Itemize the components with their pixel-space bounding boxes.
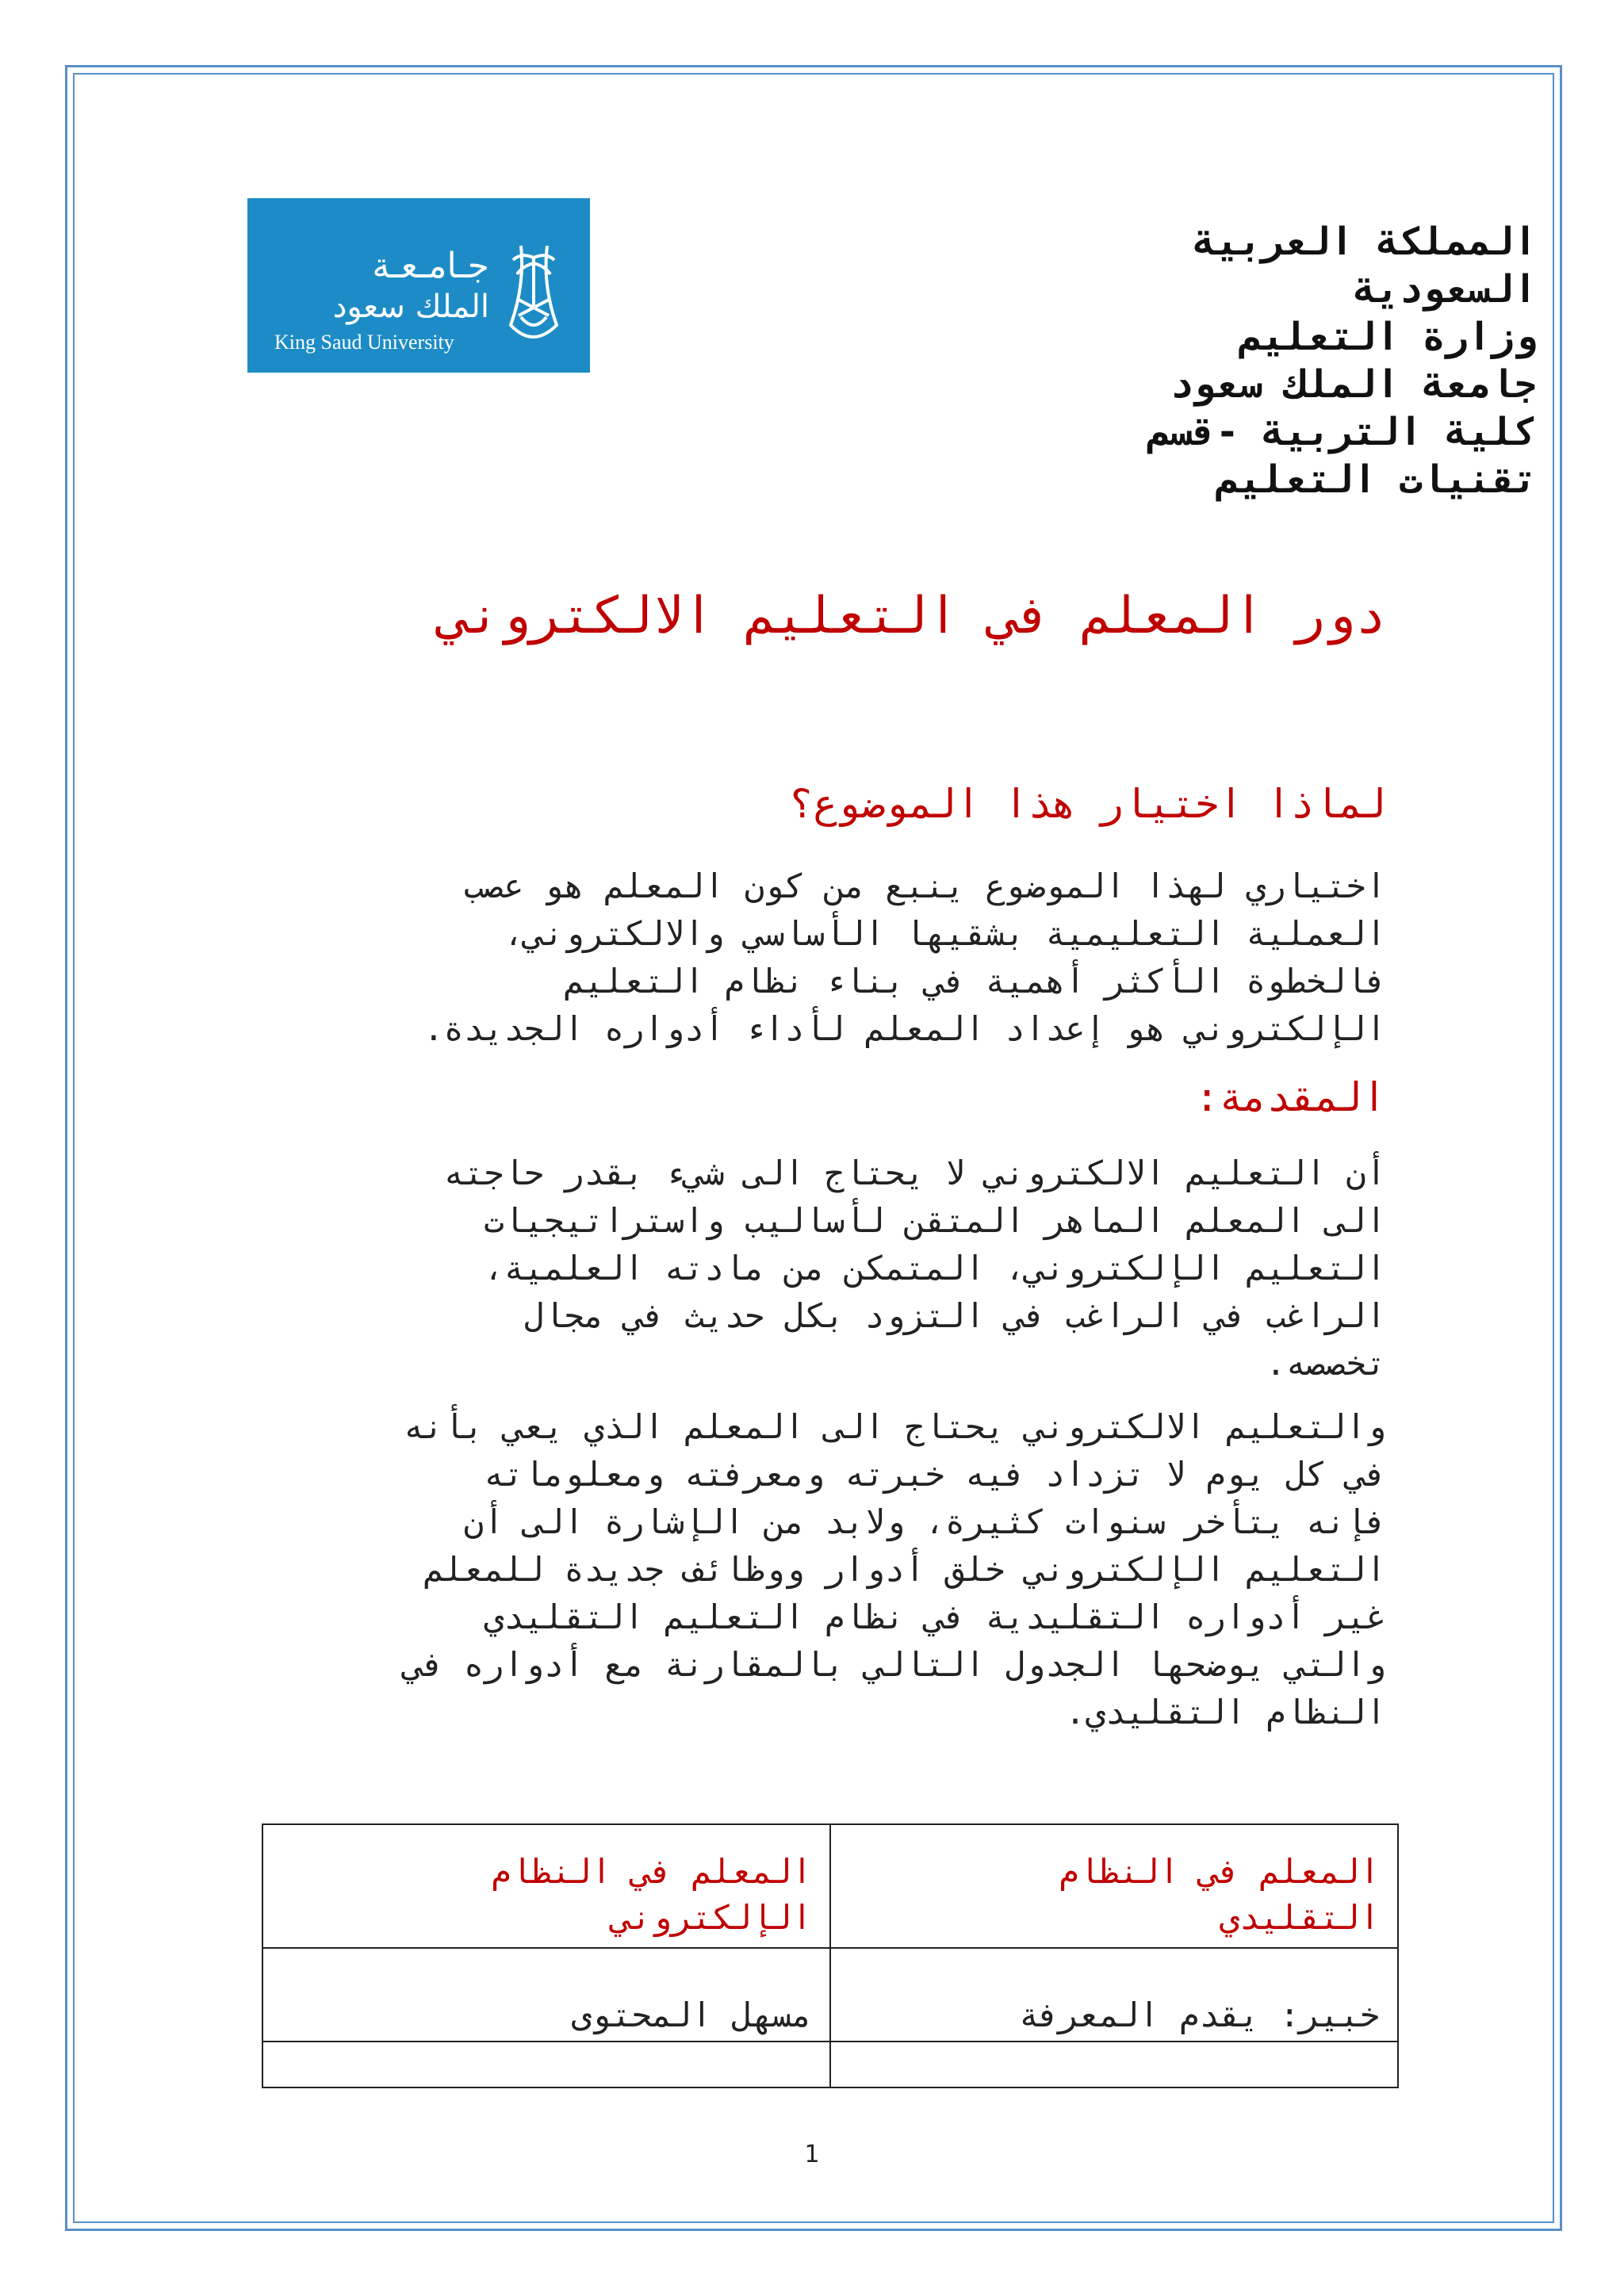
- paragraph-line: أن التعليم الالكتروني لا يحتاج الى شيء بقدر حاجته: [443, 1154, 1386, 1192]
- paragraph-line: فالخطوة الأكثر أهمية في بناء نظام التعليم: [564, 962, 1386, 1001]
- institution-header: [1124, 218, 1537, 503]
- header-cell-line: الإلكتروني: [611, 1898, 812, 1937]
- header-line: السعودية: [1353, 267, 1537, 312]
- logo-english: King Saud University: [274, 331, 454, 354]
- paragraph-line: فإنه يتأخر سنوات كثيرة، ولابد من الإشارة الى أن: [463, 1502, 1386, 1541]
- logo-arabic-line2: الملك سعود: [332, 289, 489, 325]
- table-cell-empty: [830, 2042, 1398, 2087]
- paragraph-line: الإلكتروني هو إعداد المعلم لأداء أدواره الجديدة.: [423, 1009, 1386, 1048]
- paragraph-intro-1: [254, 1150, 1386, 1387]
- header-line: تقنيات التعليم: [1216, 457, 1537, 502]
- table-row: [262, 1948, 1398, 2042]
- paragraph-why: [254, 863, 1386, 1053]
- paragraph-line: الى المعلم الماهر المتقن لأساليب واستراتيجيات: [484, 1201, 1386, 1240]
- header-line: كلية التربية -قسم: [1147, 410, 1537, 454]
- table-header-row: [262, 1824, 1398, 1948]
- header-cell-line: المعلم في النظام: [1059, 1852, 1380, 1891]
- paragraph-line: تخصصه.: [1266, 1344, 1386, 1383]
- paragraph-line: العملية التعليمية بشقيها الأساسي والالكتروني،: [504, 914, 1386, 953]
- section-heading-intro: المقدمة:: [1195, 1074, 1386, 1120]
- document-title: دور المعلم في التعليم الالكتروني: [439, 587, 1386, 645]
- paragraph-line: غير أدواره التقليدية في نظام التعليم التقليدي: [484, 1598, 1386, 1636]
- header-line: جامعة الملك سعود: [1170, 362, 1537, 407]
- header-line: المملكة العربية: [1193, 220, 1537, 264]
- table-row: [262, 2042, 1398, 2087]
- paragraph-line: في كل يوم لا تزداد فيه خبرته ومعرفته ومعلوماته: [484, 1455, 1386, 1494]
- header-line: وزارة التعليم: [1239, 315, 1537, 359]
- paragraph-line: التعليم الإلكتروني خلق أدوار ووظائف جديدة للمعلم: [423, 1550, 1386, 1589]
- page-number: 1: [804, 2141, 820, 2168]
- header-cell-line: التقليدي: [1219, 1898, 1380, 1937]
- table-header-electronic: [262, 1824, 830, 1948]
- paragraph-line: والتي يوضحها الجدول التالي بالمقارنة مع أدواره في: [403, 1645, 1386, 1684]
- table-cell-empty: [262, 2042, 830, 2087]
- paragraph-line: اختياري لهذا الموضوع ينبع من كون المعلم هو عصب: [463, 867, 1386, 905]
- logo-arabic-line1: جـامـعـة: [372, 246, 489, 286]
- section-heading-why: لماذا اختيار هذا الموضوع؟: [789, 781, 1386, 827]
- university-logo: [247, 198, 590, 373]
- paragraph-intro-2: [254, 1403, 1386, 1736]
- comparison-table: [262, 1823, 1399, 2088]
- table-header-traditional: [830, 1824, 1398, 1948]
- header-cell-line: المعلم في النظام: [491, 1852, 812, 1891]
- paragraph-line: والتعليم الالكتروني يحتاج الى المعلم الذي يعي بأنه: [403, 1407, 1386, 1446]
- paragraph-line: التعليم الإلكتروني، المتمكن من مادته العلمية،: [484, 1249, 1386, 1288]
- paragraph-line: النظام التقليدي.: [1065, 1693, 1386, 1732]
- paragraph-line: الراغب في الراغب في التزود بكل حديث في مجال: [523, 1296, 1386, 1335]
- table-cell-traditional: خبير: يقدم المعرفة: [830, 1948, 1398, 2042]
- table-cell-electronic: مسهل المحتوى: [262, 1948, 830, 2042]
